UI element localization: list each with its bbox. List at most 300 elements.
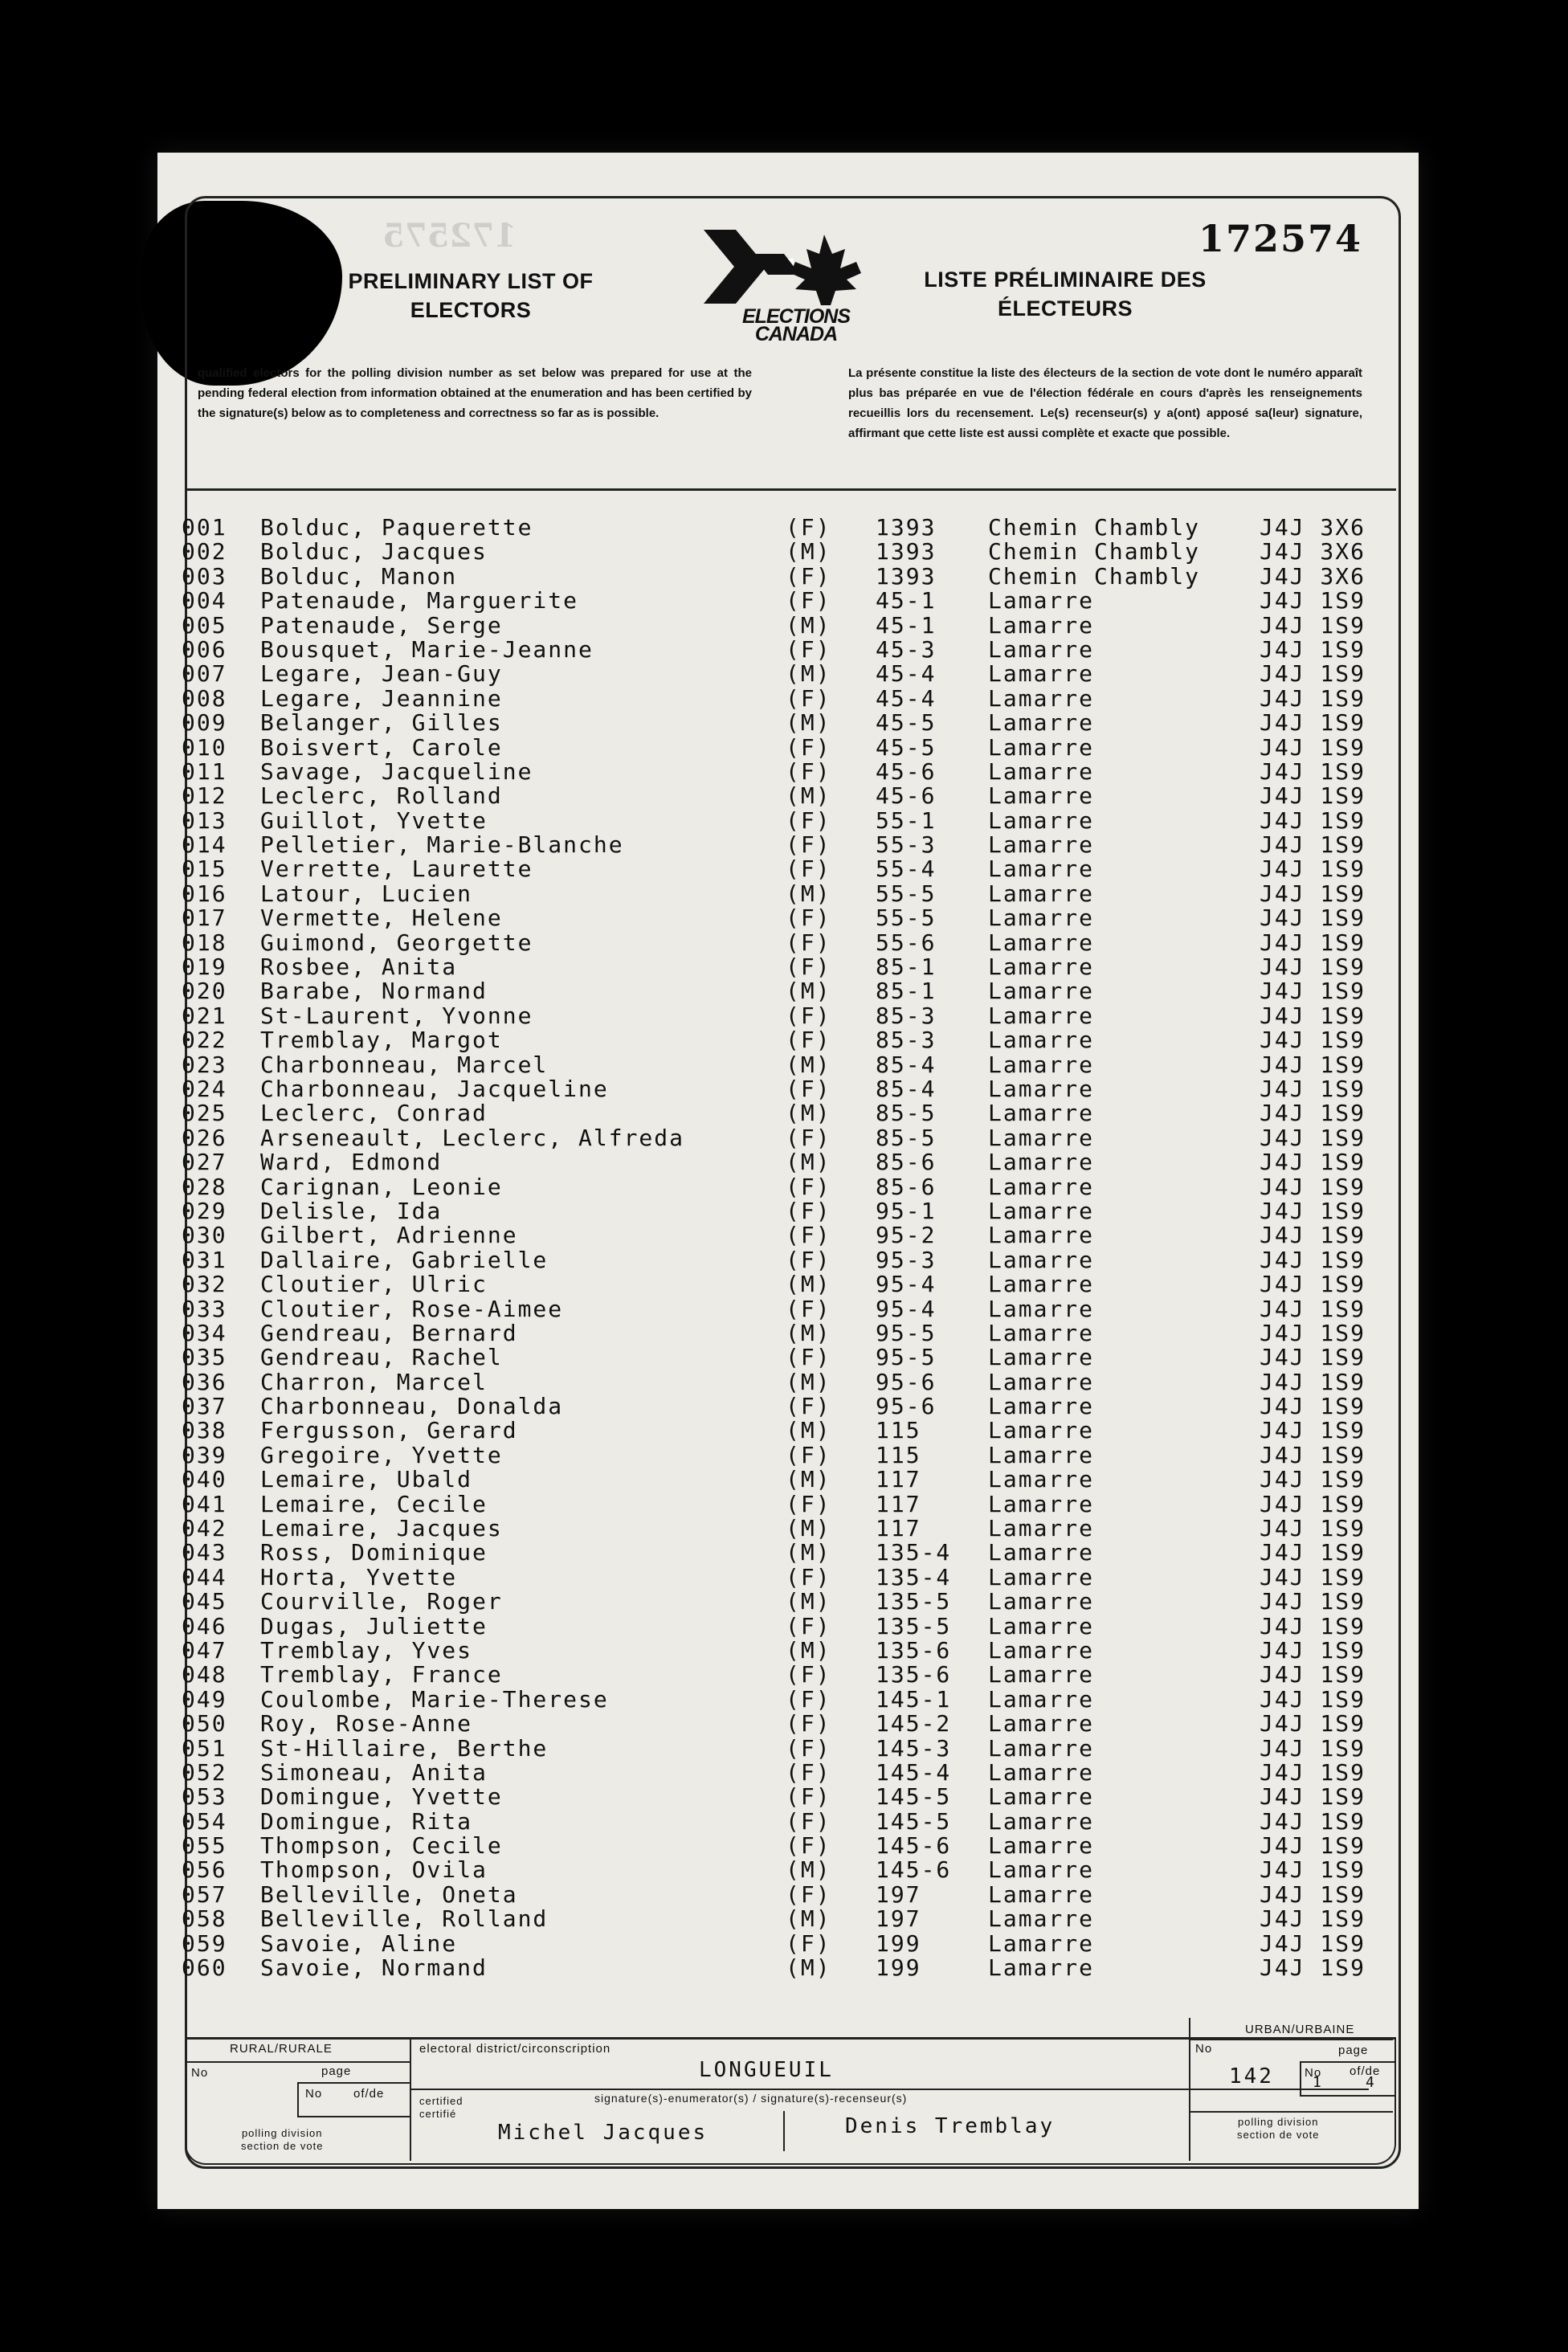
elector-name: Bousquet, Marie-Jeanne (260, 635, 594, 663)
footer-form (185, 2023, 1396, 2164)
elector-number: 037 (182, 1393, 227, 1420)
elector-civic-number: 95-4 (876, 1271, 937, 1298)
urban-bottom-line (1189, 2111, 1393, 2113)
elector-sex: (F) (786, 855, 831, 883)
elector-row (182, 784, 1386, 808)
elector-postal-code: J4J 1S9 (1260, 806, 1366, 834)
elector-street: Lamarre (988, 1002, 1095, 1029)
elections-canada-logo (704, 227, 888, 347)
elector-name: Tremblay, France (260, 1661, 503, 1688)
elector-sex: (F) (786, 1222, 831, 1249)
elector-civic-number: 45-3 (876, 635, 937, 663)
elector-postal-code: J4J 1S9 (1260, 953, 1366, 981)
elector-postal-code: J4J 1S9 (1260, 1905, 1366, 1933)
elector-name: Bolduc, Jacques (260, 538, 488, 566)
signature-label: signature(s)-enumerator(s) / signature(s)-recenseur(s) (594, 2092, 908, 2105)
elector-street: Chemin Chambly (988, 562, 1201, 590)
elector-sex: (F) (786, 1075, 831, 1102)
elector-name: Charbonneau, Donalda (260, 1393, 564, 1420)
elector-name: Charron, Marcel (260, 1368, 488, 1395)
elector-number: 050 (182, 1710, 227, 1737)
elector-name: Vermette, Helene (260, 904, 503, 932)
elector-number: 051 (182, 1734, 227, 1762)
elector-number: 044 (182, 1563, 227, 1590)
elector-postal-code: J4J 1S9 (1260, 1832, 1366, 1860)
elector-name: Charbonneau, Marcel (260, 1051, 549, 1078)
elector-number: 035 (182, 1344, 227, 1371)
elector-row (182, 1612, 1386, 1639)
elector-name: Latour, Lucien (260, 880, 473, 907)
elector-civic-number: 85-1 (876, 953, 937, 981)
elector-sex: (M) (786, 611, 831, 639)
elector-civic-number: 85-5 (876, 1124, 937, 1151)
maple-leaf-x-icon (704, 227, 888, 307)
rural-no-label: No (191, 2066, 209, 2080)
elector-name: Cloutier, Ulric (260, 1271, 488, 1298)
elector-civic-number: 95-4 (876, 1295, 937, 1322)
ghost-serial-number: 172575 (382, 217, 517, 255)
elector-number: 060 (182, 1954, 227, 1982)
elector-postal-code: J4J 1S9 (1260, 1929, 1366, 1957)
elector-row (182, 635, 1386, 663)
elector-street: Lamarre (988, 587, 1095, 615)
elector-row (182, 757, 1386, 785)
elector-name: Ward, Edmond (260, 1149, 443, 1176)
elector-postal-code: J4J 3X6 (1260, 514, 1366, 541)
elector-number: 031 (182, 1246, 227, 1273)
elector-name: Delisle, Ida (260, 1197, 443, 1224)
enumerator-signature-1: Michel Jacques (498, 2121, 708, 2145)
elector-number: 010 (182, 733, 227, 761)
elector-row (182, 1028, 1386, 1052)
elector-street: Lamarre (988, 1661, 1095, 1688)
intro-english: qualified electors for the polling division number as set below was prepared for use at the pending federal election from information obtained at the enumeration and has been certified by the signature(s) below as to completeness and correctness so far as is possible. (198, 366, 752, 420)
elector-number: 049 (182, 1685, 227, 1713)
elector-sex: (F) (786, 1027, 831, 1054)
signature-divider (783, 2111, 785, 2151)
elector-civic-number: 85-5 (876, 1100, 937, 1127)
elector-civic-number: 145-1 (876, 1685, 952, 1713)
elector-postal-code: J4J 1S9 (1260, 1051, 1366, 1078)
elector-sex: (M) (786, 1588, 831, 1615)
elector-row (182, 1175, 1386, 1199)
elector-name: Rosbee, Anita (260, 953, 458, 981)
elector-street: Lamarre (988, 1612, 1095, 1639)
elector-number: 002 (182, 538, 227, 566)
elector-number: 053 (182, 1783, 227, 1811)
elector-name: St-Laurent, Yvonne (260, 1002, 533, 1029)
elector-number: 054 (182, 1807, 227, 1835)
elector-sex: (F) (786, 1758, 831, 1786)
elector-row (182, 1758, 1386, 1786)
urban-no-label: No (1195, 2042, 1213, 2056)
elector-civic-number: 95-5 (876, 1344, 937, 1371)
elector-number: 040 (182, 1466, 227, 1493)
elector-name: Domingue, Yvette (260, 1783, 503, 1811)
elector-number: 026 (182, 1124, 227, 1151)
elector-civic-number: 199 (876, 1929, 921, 1957)
elector-name: Tremblay, Yves (260, 1636, 473, 1664)
elector-postal-code: J4J 1S9 (1260, 1710, 1366, 1737)
elector-row (182, 1468, 1386, 1492)
serial-number: 172574 (1198, 217, 1362, 260)
elector-civic-number: 95-2 (876, 1222, 937, 1249)
elector-sex: (F) (786, 514, 831, 541)
elector-postal-code: J4J 1S9 (1260, 1539, 1366, 1566)
elector-civic-number: 145-6 (876, 1856, 952, 1884)
elector-street: Lamarre (988, 1149, 1095, 1176)
elector-name: Charbonneau, Jacqueline (260, 1075, 609, 1102)
elector-postal-code: J4J 1S9 (1260, 1173, 1366, 1200)
elector-number: 039 (182, 1441, 227, 1468)
elector-civic-number: 145-3 (876, 1734, 952, 1762)
elector-sex: (F) (786, 1441, 831, 1468)
elector-street: Lamarre (988, 1173, 1095, 1200)
elector-row (182, 833, 1386, 857)
elector-street: Lamarre (988, 1783, 1095, 1811)
elector-name: Gendreau, Rachel (260, 1344, 503, 1371)
elector-postal-code: J4J 1S9 (1260, 1758, 1366, 1786)
elector-sex: (F) (786, 1344, 831, 1371)
elector-number: 028 (182, 1173, 227, 1200)
elector-postal-code: J4J 1S9 (1260, 1612, 1366, 1639)
elector-street: Lamarre (988, 1563, 1095, 1590)
elector-street: Chemin Chambly (988, 538, 1201, 566)
elector-name: Gilbert, Adrienne (260, 1222, 518, 1249)
elector-number: 052 (182, 1758, 227, 1786)
elector-street: Lamarre (988, 1758, 1095, 1786)
elector-postal-code: J4J 1S9 (1260, 660, 1366, 688)
urban-header-line (1189, 2039, 1393, 2040)
elector-row (182, 1321, 1386, 1345)
elector-civic-number: 85-1 (876, 978, 937, 1005)
elector-civic-number: 55-6 (876, 929, 937, 956)
elector-street: Lamarre (988, 1905, 1095, 1933)
elector-number: 025 (182, 1100, 227, 1127)
elector-street: Lamarre (988, 684, 1095, 712)
elector-street: Lamarre (988, 1734, 1095, 1762)
elector-row (182, 806, 1386, 834)
elector-sex: (F) (786, 1734, 831, 1762)
rural-label: RURAL/RURALE (230, 2042, 333, 2056)
elector-number: 042 (182, 1515, 227, 1542)
district-label: electoral district/circonscription (419, 2042, 611, 2056)
elector-street: Lamarre (988, 1319, 1095, 1346)
elector-street: Lamarre (988, 1515, 1095, 1542)
elector-postal-code: J4J 1S9 (1260, 1783, 1366, 1811)
enumerator-signature-2: Denis Tremblay (845, 2114, 1056, 2138)
elector-street: Lamarre (988, 1807, 1095, 1835)
elector-sex: (M) (786, 1515, 831, 1542)
elector-row (182, 1004, 1386, 1028)
elector-civic-number: 1393 (876, 514, 937, 541)
elector-street: Lamarre (988, 1441, 1095, 1468)
certified-label: certified certifié (419, 2095, 463, 2120)
elector-name: Gendreau, Bernard (260, 1319, 518, 1346)
elector-name: Patenaude, Marguerite (260, 587, 579, 615)
elector-row (182, 857, 1386, 881)
elector-street: Lamarre (988, 831, 1095, 859)
elector-postal-code: J4J 1S9 (1260, 1588, 1366, 1615)
elector-sex: (M) (786, 1100, 831, 1127)
elector-name: Verrette, Laurette (260, 855, 533, 883)
elector-name: Belanger, Gilles (260, 709, 503, 737)
elector-number: 018 (182, 929, 227, 956)
elector-row (182, 1880, 1386, 1908)
elector-sex: (M) (786, 1905, 831, 1933)
elector-civic-number: 95-6 (876, 1393, 937, 1420)
elector-sex: (F) (786, 1393, 831, 1420)
elector-sex: (F) (786, 1929, 831, 1957)
elector-sex: (F) (786, 1197, 831, 1224)
elector-number: 058 (182, 1905, 227, 1933)
elector-civic-number: 45-1 (876, 611, 937, 639)
elector-row (182, 1297, 1386, 1321)
elector-civic-number: 45-5 (876, 709, 937, 737)
elector-name: Legare, Jeannine (260, 684, 503, 712)
rural-of-label: of/de (353, 2087, 385, 2101)
elector-sex: (F) (786, 1124, 831, 1151)
elector-street: Chemin Chambly (988, 514, 1201, 541)
elector-row (182, 955, 1386, 979)
elector-sex: (F) (786, 684, 831, 712)
elector-street: Lamarre (988, 635, 1095, 663)
elector-sex: (F) (786, 635, 831, 663)
elector-street: Lamarre (988, 904, 1095, 932)
elector-name: Belleville, Oneta (260, 1880, 518, 1908)
elector-street: Lamarre (988, 1636, 1095, 1664)
urban-page-label: page (1338, 2044, 1369, 2057)
elector-civic-number: 55-1 (876, 806, 937, 834)
elector-number: 022 (182, 1027, 227, 1054)
elector-civic-number: 145-5 (876, 1783, 952, 1811)
intro-french: La présente constitue la liste des électeurs de la section de vote dont le numéro apparaît plus bas préparée en vue de l'élection fédérale en cours d'après les renseignements recueillis lors du recensement. Le(s) recenseur(s) y a(ont) apposé sa(leur) signature, affirmant que cette liste est aussi complète et exacte que possible. (848, 366, 1362, 440)
elector-sex: (F) (786, 1612, 831, 1639)
elector-street: Lamarre (988, 757, 1095, 785)
elector-civic-number: 135-4 (876, 1539, 952, 1566)
elector-number: 013 (182, 806, 227, 834)
elector-postal-code: J4J 1S9 (1260, 855, 1366, 883)
elector-name: Leclerc, Rolland (260, 782, 503, 810)
page-total: 4 (1366, 2074, 1377, 2091)
elector-number: 041 (182, 1490, 227, 1517)
elector-postal-code: J4J 3X6 (1260, 538, 1366, 566)
elector-number: 008 (182, 684, 227, 712)
elector-civic-number: 85-4 (876, 1075, 937, 1102)
elector-civic-number: 145-6 (876, 1832, 952, 1860)
elector-sex: (F) (786, 1246, 831, 1273)
elector-street: Lamarre (988, 1466, 1095, 1493)
elector-sex: (M) (786, 1271, 831, 1298)
elector-name: Gregoire, Yvette (260, 1441, 503, 1468)
elector-row (182, 1712, 1386, 1736)
elector-civic-number: 197 (876, 1905, 921, 1933)
elector-civic-number: 95-5 (876, 1319, 937, 1346)
elector-street: Lamarre (988, 1246, 1095, 1273)
logo-line-2: CANADA (754, 323, 838, 345)
elector-number: 012 (182, 782, 227, 810)
elector-sex: (M) (786, 1539, 831, 1566)
elector-civic-number: 45-5 (876, 733, 937, 761)
elector-row (182, 1150, 1386, 1174)
elector-row (182, 882, 1386, 906)
elector-row (182, 662, 1386, 686)
elector-sex: (M) (786, 782, 831, 810)
elector-postal-code: J4J 1S9 (1260, 1490, 1366, 1517)
elector-name: Bolduc, Manon (260, 562, 458, 590)
elector-civic-number: 145-2 (876, 1710, 952, 1737)
elector-name: Lemaire, Ubald (260, 1466, 473, 1493)
elector-number: 019 (182, 953, 227, 981)
polling-division-number: 142 (1229, 2064, 1274, 2089)
elector-sex: (M) (786, 1954, 831, 1982)
elector-street: Lamarre (988, 1075, 1095, 1102)
elector-name: Arseneault, Leclerc, Alfreda (260, 1124, 685, 1151)
elector-row (182, 1223, 1386, 1247)
elector-row (182, 1101, 1386, 1125)
elector-sex: (F) (786, 1832, 831, 1860)
elector-row (182, 1053, 1386, 1077)
elector-civic-number: 117 (876, 1490, 921, 1517)
elector-postal-code: J4J 1S9 (1260, 1149, 1366, 1176)
elector-postal-code: J4J 1S9 (1260, 1417, 1366, 1444)
elector-civic-number: 135-5 (876, 1588, 952, 1615)
elector-row (182, 979, 1386, 1003)
elector-sex: (M) (786, 1636, 831, 1664)
elector-postal-code: J4J 1S9 (1260, 1027, 1366, 1054)
elector-street: Lamarre (988, 782, 1095, 810)
elector-row (182, 1199, 1386, 1223)
elector-row (182, 1419, 1386, 1443)
elector-civic-number: 95-3 (876, 1246, 937, 1273)
elector-row (182, 1443, 1386, 1468)
elector-street: Lamarre (988, 1344, 1095, 1371)
elector-street: Lamarre (988, 1539, 1095, 1566)
elector-name: Tremblay, Margot (260, 1027, 503, 1054)
elector-sex: (F) (786, 1710, 831, 1737)
elector-number: 014 (182, 831, 227, 859)
elector-number: 009 (182, 709, 227, 737)
elector-name: Lemaire, Jacques (260, 1515, 503, 1542)
elector-sex: (F) (786, 757, 831, 785)
rural-divider (410, 2037, 411, 2161)
elector-sex: (M) (786, 1856, 831, 1884)
elector-number: 015 (182, 855, 227, 883)
elector-sex: (F) (786, 904, 831, 932)
elector-civic-number: 115 (876, 1441, 921, 1468)
elector-sex: (M) (786, 1417, 831, 1444)
elector-name: Legare, Jean-Guy (260, 660, 503, 688)
elector-postal-code: J4J 1S9 (1260, 1856, 1366, 1884)
elector-postal-code: J4J 1S9 (1260, 1368, 1366, 1395)
elector-civic-number: 95-6 (876, 1368, 937, 1395)
urban-of-label: of/de (1350, 2064, 1381, 2078)
elector-row (182, 684, 1386, 712)
elector-postal-code: J4J 1S9 (1260, 1124, 1366, 1151)
elector-street: Lamarre (988, 880, 1095, 907)
elector-row (182, 1636, 1386, 1664)
elector-postal-code: J4J 1S9 (1260, 1197, 1366, 1224)
elector-civic-number: 85-6 (876, 1173, 937, 1200)
elector-number: 055 (182, 1832, 227, 1860)
urban-polling-division-label: polling division section de vote (1237, 2116, 1320, 2141)
title-french: LISTE PRÉLIMINAIRE DES ÉLECTEURS (924, 267, 1207, 321)
elector-number: 038 (182, 1417, 227, 1444)
elector-postal-code: J4J 1S9 (1260, 1515, 1366, 1542)
elector-sex: (M) (786, 1051, 831, 1078)
elector-street: Lamarre (988, 1100, 1095, 1127)
elector-number: 047 (182, 1636, 227, 1664)
elector-postal-code: J4J 1S9 (1260, 1295, 1366, 1322)
elector-name: Ross, Dominique (260, 1539, 488, 1566)
elector-postal-code: J4J 1S9 (1260, 1075, 1366, 1102)
elector-number: 011 (182, 757, 227, 785)
elector-row (182, 1858, 1386, 1882)
elector-postal-code: J4J 1S9 (1260, 757, 1366, 785)
elector-postal-code: J4J 1S9 (1260, 1393, 1366, 1420)
elector-postal-code: J4J 1S9 (1260, 1636, 1366, 1664)
elector-number: 006 (182, 635, 227, 663)
elector-row (182, 1834, 1386, 1858)
elector-sex: (F) (786, 1295, 831, 1322)
elector-street: Lamarre (988, 1222, 1095, 1249)
elector-civic-number: 135-6 (876, 1636, 952, 1664)
elector-postal-code: J4J 1S9 (1260, 1954, 1366, 1982)
elector-street: Lamarre (988, 855, 1095, 883)
elector-civic-number: 55-4 (876, 855, 937, 883)
elector-row (182, 1541, 1386, 1565)
elector-row (182, 611, 1386, 639)
elector-postal-code: J4J 1S9 (1260, 1344, 1366, 1371)
elector-number: 034 (182, 1319, 227, 1346)
elector-sex: (M) (786, 660, 831, 688)
elector-sex: (F) (786, 1685, 831, 1713)
elector-sex: (F) (786, 1490, 831, 1517)
elector-number: 005 (182, 611, 227, 639)
elector-postal-code: J4J 1S9 (1260, 782, 1366, 810)
elector-name: Lemaire, Cecile (260, 1490, 488, 1517)
elector-name: Belleville, Rolland (260, 1905, 549, 1933)
elector-row (182, 1956, 1386, 1980)
elector-row (182, 711, 1386, 735)
elector-postal-code: J4J 1S9 (1260, 978, 1366, 1005)
elector-row (182, 1785, 1386, 1809)
elector-row (182, 1394, 1386, 1419)
elector-row (182, 931, 1386, 955)
elector-street: Lamarre (988, 929, 1095, 956)
elector-street: Lamarre (988, 806, 1095, 834)
elector-row (182, 1807, 1386, 1835)
elector-street: Lamarre (988, 1490, 1095, 1517)
elector-name: Leclerc, Conrad (260, 1100, 488, 1127)
elector-row (182, 516, 1386, 540)
elector-sex: (F) (786, 1880, 831, 1908)
elector-number: 023 (182, 1051, 227, 1078)
elector-sex: (F) (786, 1661, 831, 1688)
elector-number: 046 (182, 1612, 227, 1639)
elector-number: 045 (182, 1588, 227, 1615)
elector-sex: (F) (786, 831, 831, 859)
elector-civic-number: 135-6 (876, 1661, 952, 1688)
elector-civic-number: 135-4 (876, 1563, 952, 1590)
elector-row (182, 1077, 1386, 1101)
elector-name: Dugas, Juliette (260, 1612, 488, 1639)
page-number: 1 (1313, 2074, 1324, 2091)
elector-row (182, 1685, 1386, 1713)
elector-row (182, 562, 1386, 590)
elector-sex: (F) (786, 1807, 831, 1835)
logo-line-1: ELECTIONS (741, 305, 851, 328)
